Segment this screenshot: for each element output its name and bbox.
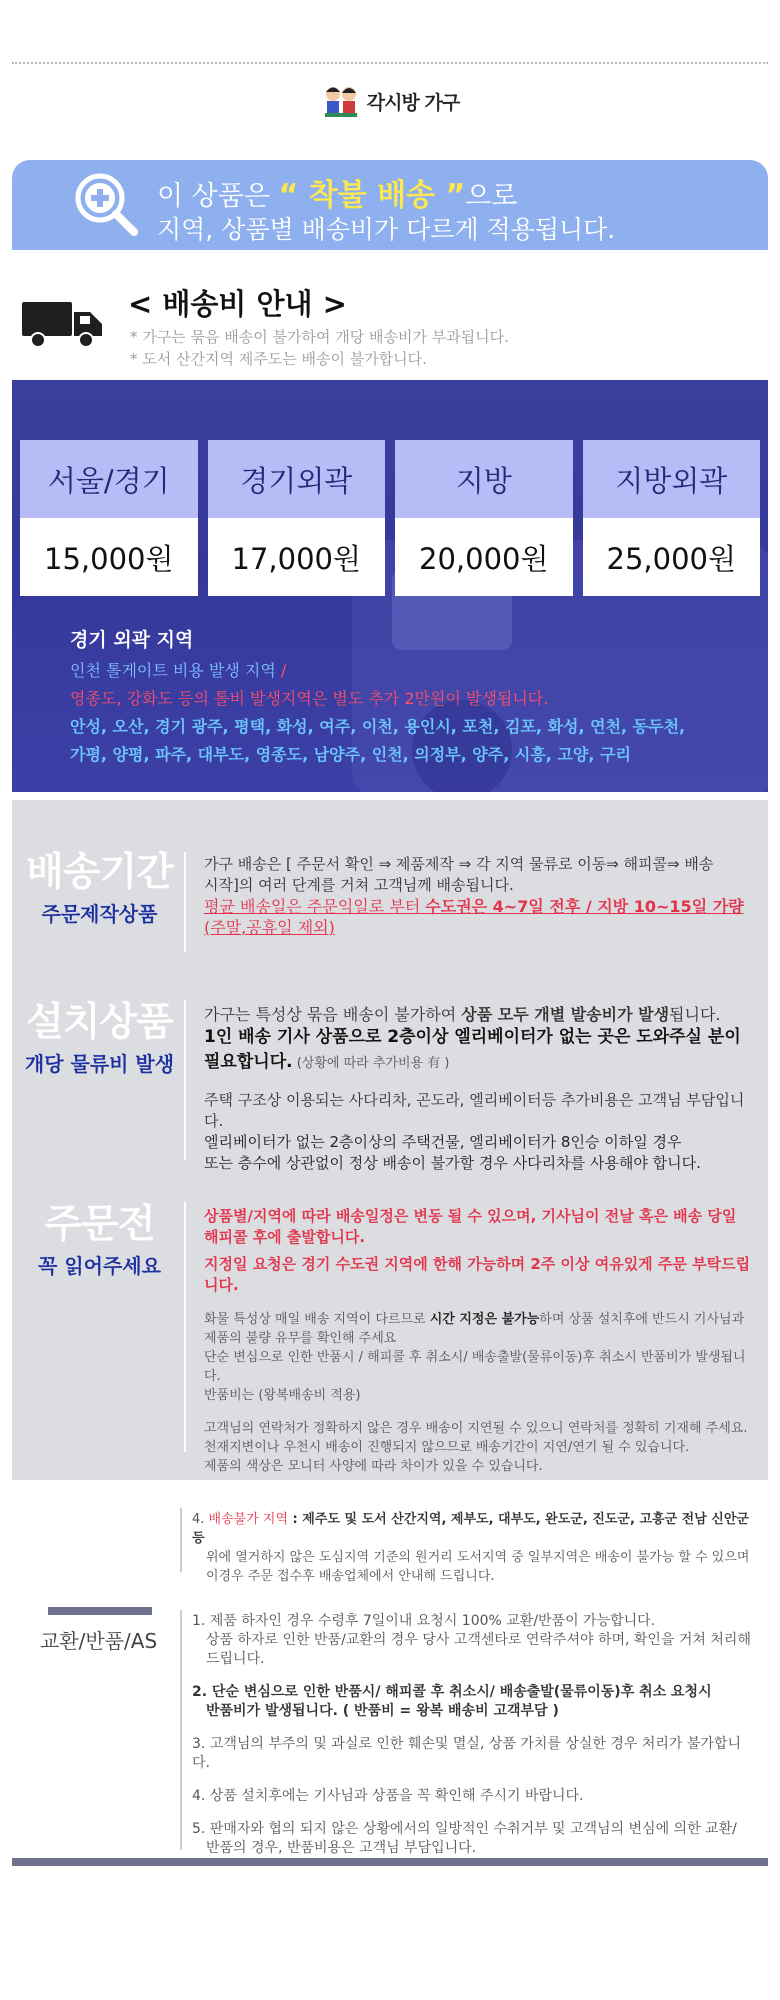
list-item: 5. 판매자와 협의 되지 않은 상황에서의 일방적인 수취거부 및 고객님의 변심에 의한 교환/ 반품의 경우, 반품비용은 고객님 부담입니다. bbox=[192, 1821, 737, 1856]
price-panel bbox=[12, 380, 768, 792]
guide-note-1: * 가구는 묶음 배송이 불가하여 개당 배송비가 부과됩니다. bbox=[130, 328, 509, 346]
list-item: 3. 고객님의 부주의 및 과실로 인한 훼손및 멸실, 상품 가치를 상실한 경우 처리가 불가합니다. bbox=[192, 1736, 741, 1771]
before-order-text: 상품별/지역에 따라 배송일정은 변동 될 수 있으며, 기사님이 전날 혹은 배송 당일 해피콜 후에 출발합니다. 지정일 요청은 경기 수도권 지역에 한해 가능하며 2주 이상 여유있게 주문 부탁드립니다. 화물 특성상 매일 배송 지역이 다르므로 시간 지정은 불가능하며 상품 설치후에 반드시 기사님과 제품의 불량 유무를 확인해 주세요 단순 변심으로 인한 반품시 / 해피콜 후 취소시/ 배송출발(물류이동)후 취소시 반품비가 발생됩니다. 반품비는 (왕복배송비 적용) 고객님의 연락처가 정확하지 않은 경우 배송이 지연될 수 있으니 연락처를 정확히 기재해 주세요. 천재지변이나 우천시 배송이 진행되지 않으므로 배송기간이 지연/연기 될 수 있습니다. 제품의 색상은 모니터 사양에 따라 차이가 있을 수 있습니다. bbox=[204, 1207, 751, 1474]
logo-figures-icon bbox=[321, 83, 361, 119]
banner-line-2: 지역, 상품별 배송비가 다르게 적용됩니다. bbox=[157, 215, 616, 244]
brand-logo bbox=[0, 80, 780, 122]
install-text: 가구는 특성상 묶음 배송이 불가하여 상품 모두 개별 발송비가 발생됩니다. 1인 배송 기사 상품으로 2층이상 엘리베이터가 없는 곳은 도와주실 분이 필요합니다. (상황에 따라 추가비용 有 ) 주택 구조상 이용되는 사다리차, 곤도라, 엘리베이터등 추가비용은 고객님 부담입니다. 엘리베이터가 없는 2층이상의 주택건물, 엘리베이터가 8인승 이하일 경우 또는 층수에 상관없이 정상 배송이 불가할 경우 사다리차를 사용해야 합니다. bbox=[204, 1005, 745, 1172]
price-card-amount: 25,000원 bbox=[583, 518, 761, 596]
price-card-amount: 20,000원 bbox=[395, 518, 573, 596]
returns-label: 교환/반품/AS bbox=[40, 1629, 158, 1653]
divider bbox=[180, 1610, 182, 1850]
bottom-divider bbox=[12, 1858, 768, 1866]
area-list-2: 가평, 양평, 파주, 대부도, 영종도, 남양주, 인천, 의정부, 양주, 시흥, 고양, 구리 bbox=[70, 745, 631, 764]
divider bbox=[184, 1000, 186, 1160]
dotted-divider bbox=[12, 62, 768, 64]
toll-area-line: 인천 톨게이트 비용 발생 지역 / bbox=[70, 661, 287, 680]
period-side-label: 배송기간 주문제작상품 bbox=[26, 850, 173, 926]
price-card-region: 서울/경기 bbox=[20, 440, 198, 518]
price-card-province bbox=[395, 440, 573, 596]
shipping-guide-title: < 배송비 안내 > bbox=[128, 287, 347, 321]
area-list-1: 안성, 오산, 경기 광주, 평택, 화성, 여주, 이천, 용인시, 포천, 김포, 화성, 연천, 동두천, bbox=[70, 717, 686, 736]
price-card-amount: 17,000원 bbox=[208, 518, 386, 596]
divider bbox=[180, 1508, 182, 1572]
install-side-label: 설치상품 개당 물류비 발생 bbox=[24, 1000, 175, 1076]
price-cards bbox=[20, 440, 760, 596]
shipping-unavailable-note: 4. 배송불가 지역 : 제주도 및 도서 산간지역, 제부도, 대부도, 완도군, 진도군, 고흥군 전남 신안군등 위에 열거하지 않은 도심지역 기준의 원거리 도서지역 중 일부지역은 배송이 불가능 할 수 있으며 이경우 주문 접수후 배송업체에서 안내해 드립니다. bbox=[192, 1512, 750, 1584]
returns-policy-list bbox=[192, 1612, 757, 1872]
delivery-info-section bbox=[12, 800, 768, 1480]
price-card-province-outer bbox=[583, 440, 761, 596]
returns-accent-bar bbox=[48, 1607, 152, 1615]
magnifier-plus-icon bbox=[70, 168, 142, 240]
island-surcharge-line: 영종도, 강화도 등의 톨비 발생지역은 별도 추가 2만원이 발생됩니다. bbox=[70, 689, 549, 708]
divider bbox=[184, 1202, 186, 1452]
price-card-gyeonggi-outer bbox=[208, 440, 386, 596]
outer-area-info bbox=[70, 625, 685, 770]
price-card-amount: 15,000원 bbox=[20, 518, 198, 596]
truck-icon bbox=[22, 298, 106, 350]
period-text: 가구 배송은 [ 주문서 확인 ⇒ 제품제작 ⇒ 각 지역 물류로 이동⇒ 해피콜⇒ 배송 시작]의 여러 단계를 거쳐 고객님께 배송됩니다. 평균 배송일은 주문익일로 부터 수도권은 4~7일 전후 / 지방 10~15일 가량 (주말,공휴일 제외) bbox=[204, 855, 744, 937]
price-card-region: 경기외곽 bbox=[208, 440, 386, 518]
outer-area-title: 경기 외곽 지역 bbox=[70, 629, 194, 651]
banner-line-1: 이 상품은 “ 착불 배송 ”으로 bbox=[157, 178, 518, 213]
banner-highlight: “ 착불 배송 ” bbox=[278, 178, 466, 213]
price-card-region: 지방 bbox=[395, 440, 573, 518]
list-item: 1. 제품 하자인 경우 수령후 7일이내 요청시 100% 교환/반품이 가능합니다. 상품 하자로 인한 반품/교환의 경우 당사 고객센타로 연락주셔야 하며, 확인을 거쳐 처리해드립니다. bbox=[192, 1613, 751, 1667]
list-item: 4. 상품 설치후에는 기사님과 상품을 꼭 확인해 주시기 바랍니다. bbox=[192, 1788, 584, 1804]
divider bbox=[184, 852, 186, 952]
logo-text: 각시방 가구 bbox=[366, 91, 460, 114]
cod-shipping-banner bbox=[12, 160, 768, 250]
guide-note-2: * 도서 산간지역 제주도는 배송이 불가합니다. bbox=[130, 350, 427, 368]
list-item: 2. 단순 변심으로 인한 반품시/ 해피콜 후 취소시/ 배송출발(물류이동)후 취소 요청시 반품비가 발생됩니다. ( 반품비 = 왕복 배송비 고객부담 ) bbox=[192, 1684, 712, 1719]
price-card-seoul bbox=[20, 440, 198, 596]
price-card-region: 지방외곽 bbox=[583, 440, 761, 518]
before-order-side-label: 주문전 꼭 읽어주세요 bbox=[38, 1202, 161, 1278]
